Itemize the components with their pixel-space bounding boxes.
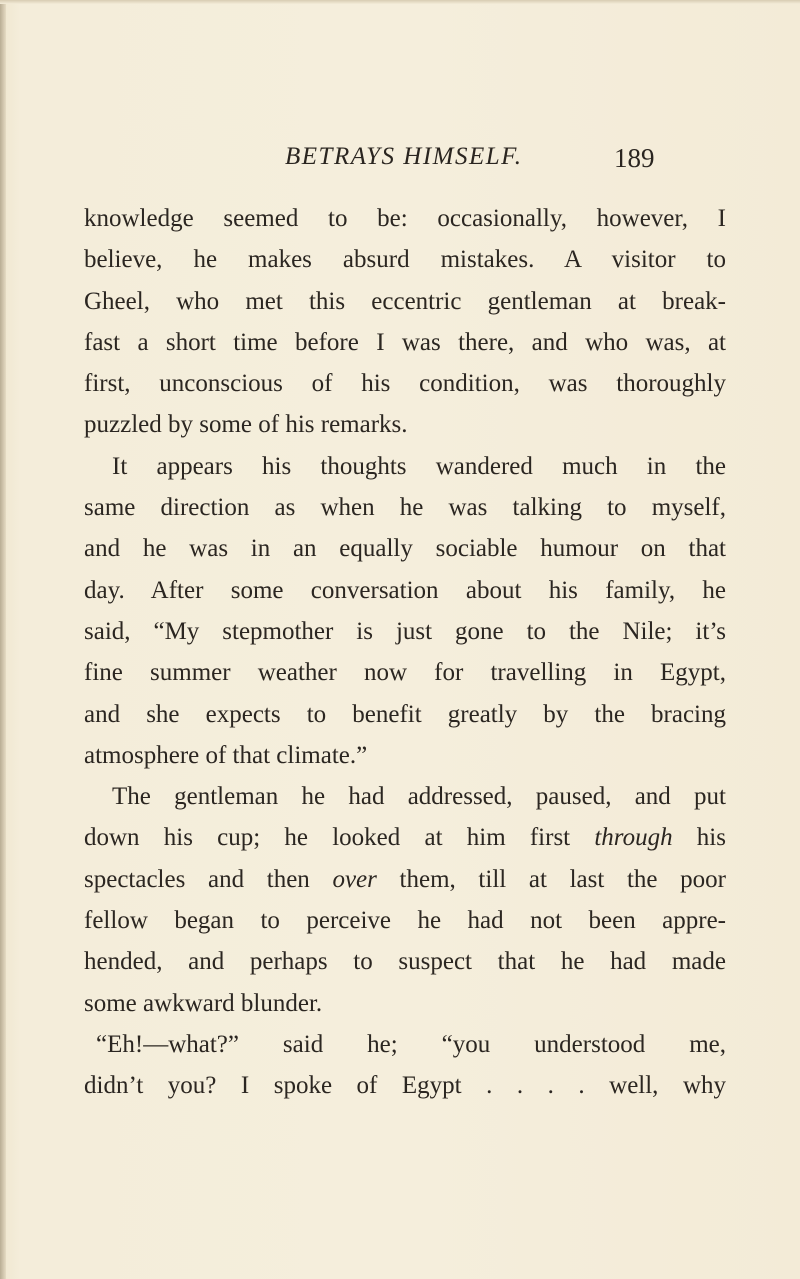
text-line: atmosphere of that climate.” <box>84 741 368 769</box>
text-line: fellow began to perceive he had not been appre- <box>84 907 726 935</box>
body-text <box>84 198 726 1107</box>
text-line: same direction as when he was talking to myself, <box>84 494 726 522</box>
text-line: “Eh!—what?” said he; “you understood me, <box>96 1030 726 1058</box>
text-line: said, “My stepmother is just gone to the Nile; it’s <box>84 617 726 645</box>
text-line <box>84 859 726 900</box>
text-line: and she expects to benefit greatly by the bracing <box>84 700 726 728</box>
text-line: It appears his thoughts wandered much in the <box>112 452 726 480</box>
text-span: spectacles and then <box>84 865 333 893</box>
text-line: fast a short time before I was there, and who was, at <box>84 328 726 356</box>
running-head: BETRAYS HIMSELF. <box>285 143 523 170</box>
page-header <box>0 143 800 183</box>
page-number: 189 <box>614 143 655 173</box>
text-line: and he was in an equally sociable humour on that <box>84 535 726 563</box>
page-top-edge <box>0 0 800 4</box>
text-line: fine summer weather now for travelling in Egypt, <box>84 659 726 687</box>
text-line: puzzled by some of his remarks. <box>84 411 408 439</box>
text-line <box>84 817 726 858</box>
text-line: believe, he makes absurd mistakes. A visitor to <box>84 246 726 274</box>
text-line: Gheel, who met this eccentric gentleman at break- <box>84 287 726 315</box>
text-line: first, unconscious of his condition, was thoroughly <box>84 370 726 398</box>
text-line: day. After some conversation about his family, he <box>84 576 726 604</box>
italic-word: through <box>594 824 673 852</box>
text-span: them, till at last the poor <box>376 865 726 893</box>
text-span: down his cup; he looked at him first <box>84 824 595 852</box>
text-line: The gentleman he had addressed, paused, and put <box>112 783 726 811</box>
text-line: some awkward blunder. <box>84 989 323 1017</box>
page-spine-shadow <box>0 0 6 1279</box>
italic-word: over <box>332 865 377 893</box>
text-line: didn’t you? I spoke of Egypt . . . . well, why <box>84 1072 726 1100</box>
text-line: hended, and perhaps to suspect that he had made <box>84 948 726 976</box>
text-span: his <box>672 824 726 852</box>
text-line: knowledge seemed to be: occasionally, however, I <box>84 205 726 232</box>
